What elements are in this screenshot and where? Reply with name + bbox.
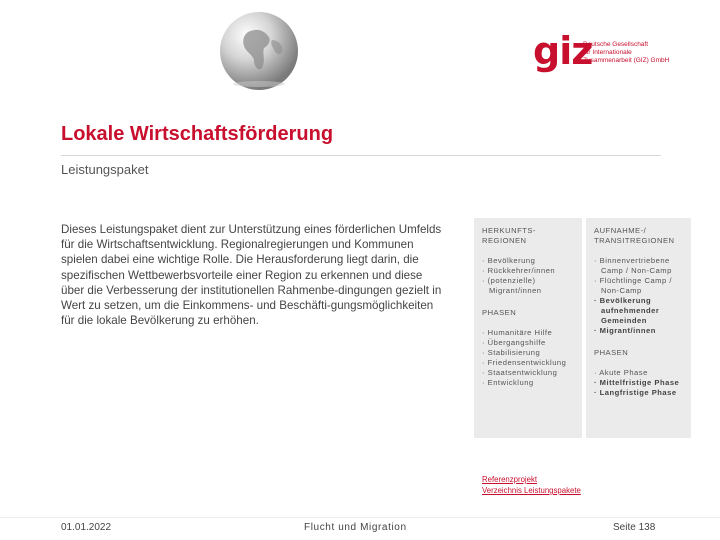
- slide-title: Lokale Wirtschaftsförderung: [61, 123, 334, 145]
- origin-regions-list: [482, 256, 578, 296]
- logo-wordmark: giz: [533, 29, 593, 73]
- list-item: · Rückkehrer/innen: [482, 266, 578, 276]
- host-phases-heading: PHASEN: [594, 348, 629, 357]
- list-item: · Friedensentwicklung: [482, 358, 578, 368]
- body-paragraph: Dieses Leistungspaket dient zur Unterstützung eines förderlichen Umfelds für die Wirtschaftsentwicklung. Regionalregierungen und Kommunen spielen dabei eine wichtige Rolle. Die Herausforderung liegt darin, die spezifischen Wettbewerbsvorteile einer Region zu erkennen und diese über die Verbesserung der institutionellen Rahmenbe-dingungen gezielt in Wert zu setzen, um die Einkommens- und Beschäfti-gungsmöglichkeiten für die lokale Bevölkerung zu erhöhen.: [61, 223, 442, 328]
- host-regions-column: [594, 226, 686, 410]
- slide-subtitle: Leistungspaket: [61, 162, 149, 177]
- origin-regions-heading: HERKUNFTS-REGIONEN: [482, 226, 536, 245]
- list-item: · Stabilisierung: [482, 348, 578, 358]
- footer-page-number: Seite 138: [613, 522, 656, 533]
- host-regions-heading: AUFNAHME-/ TRANSITREGIONEN: [594, 226, 675, 245]
- title-divider: [61, 155, 661, 156]
- footer-topic: Flucht und Migration: [304, 522, 407, 533]
- reference-project-link[interactable]: Referenzprojekt: [482, 475, 538, 484]
- host-phases-list: [594, 368, 686, 398]
- list-item: · Humanitäre Hilfe: [482, 328, 578, 338]
- list-item: · Entwicklung: [482, 378, 578, 388]
- list-item: · Bevölkerung: [482, 256, 578, 266]
- links-block: [482, 474, 581, 496]
- origin-phases-heading: PHASEN: [482, 308, 517, 317]
- origin-regions-column: [482, 226, 578, 400]
- host-regions-list: [594, 256, 686, 336]
- list-item: · Migrant/innen: [594, 326, 686, 336]
- logo-organisation-name: Deutsche Gesellschaft für Internationale Zusammenarbeit (GIZ) GmbH: [583, 41, 670, 64]
- footer-divider: [0, 517, 720, 518]
- list-item: · Langfristige Phase: [594, 388, 686, 398]
- origin-phases-list: [482, 328, 578, 388]
- list-item: · Übergangshilfe: [482, 338, 578, 348]
- footer-date: 01.01.2022: [61, 522, 112, 533]
- list-item: · Staatsentwicklung: [482, 368, 578, 378]
- list-item: · Binnenvertriebene Camp / Non-Camp: [594, 256, 686, 276]
- panel-divider: [582, 218, 586, 438]
- list-item: · Akute Phase: [594, 368, 686, 378]
- service-packages-directory-link[interactable]: Verzeichnis Leistungspakete: [482, 486, 581, 495]
- list-item: · Bevölkerung aufnehmender Gemeinden: [594, 296, 686, 326]
- globe-image: [218, 10, 300, 92]
- list-item: · Flüchtlinge Camp / Non-Camp: [594, 276, 686, 296]
- list-item: · (potenzielle) Migrant/innen: [482, 276, 578, 296]
- list-item: · Mittelfristige Phase: [594, 378, 686, 388]
